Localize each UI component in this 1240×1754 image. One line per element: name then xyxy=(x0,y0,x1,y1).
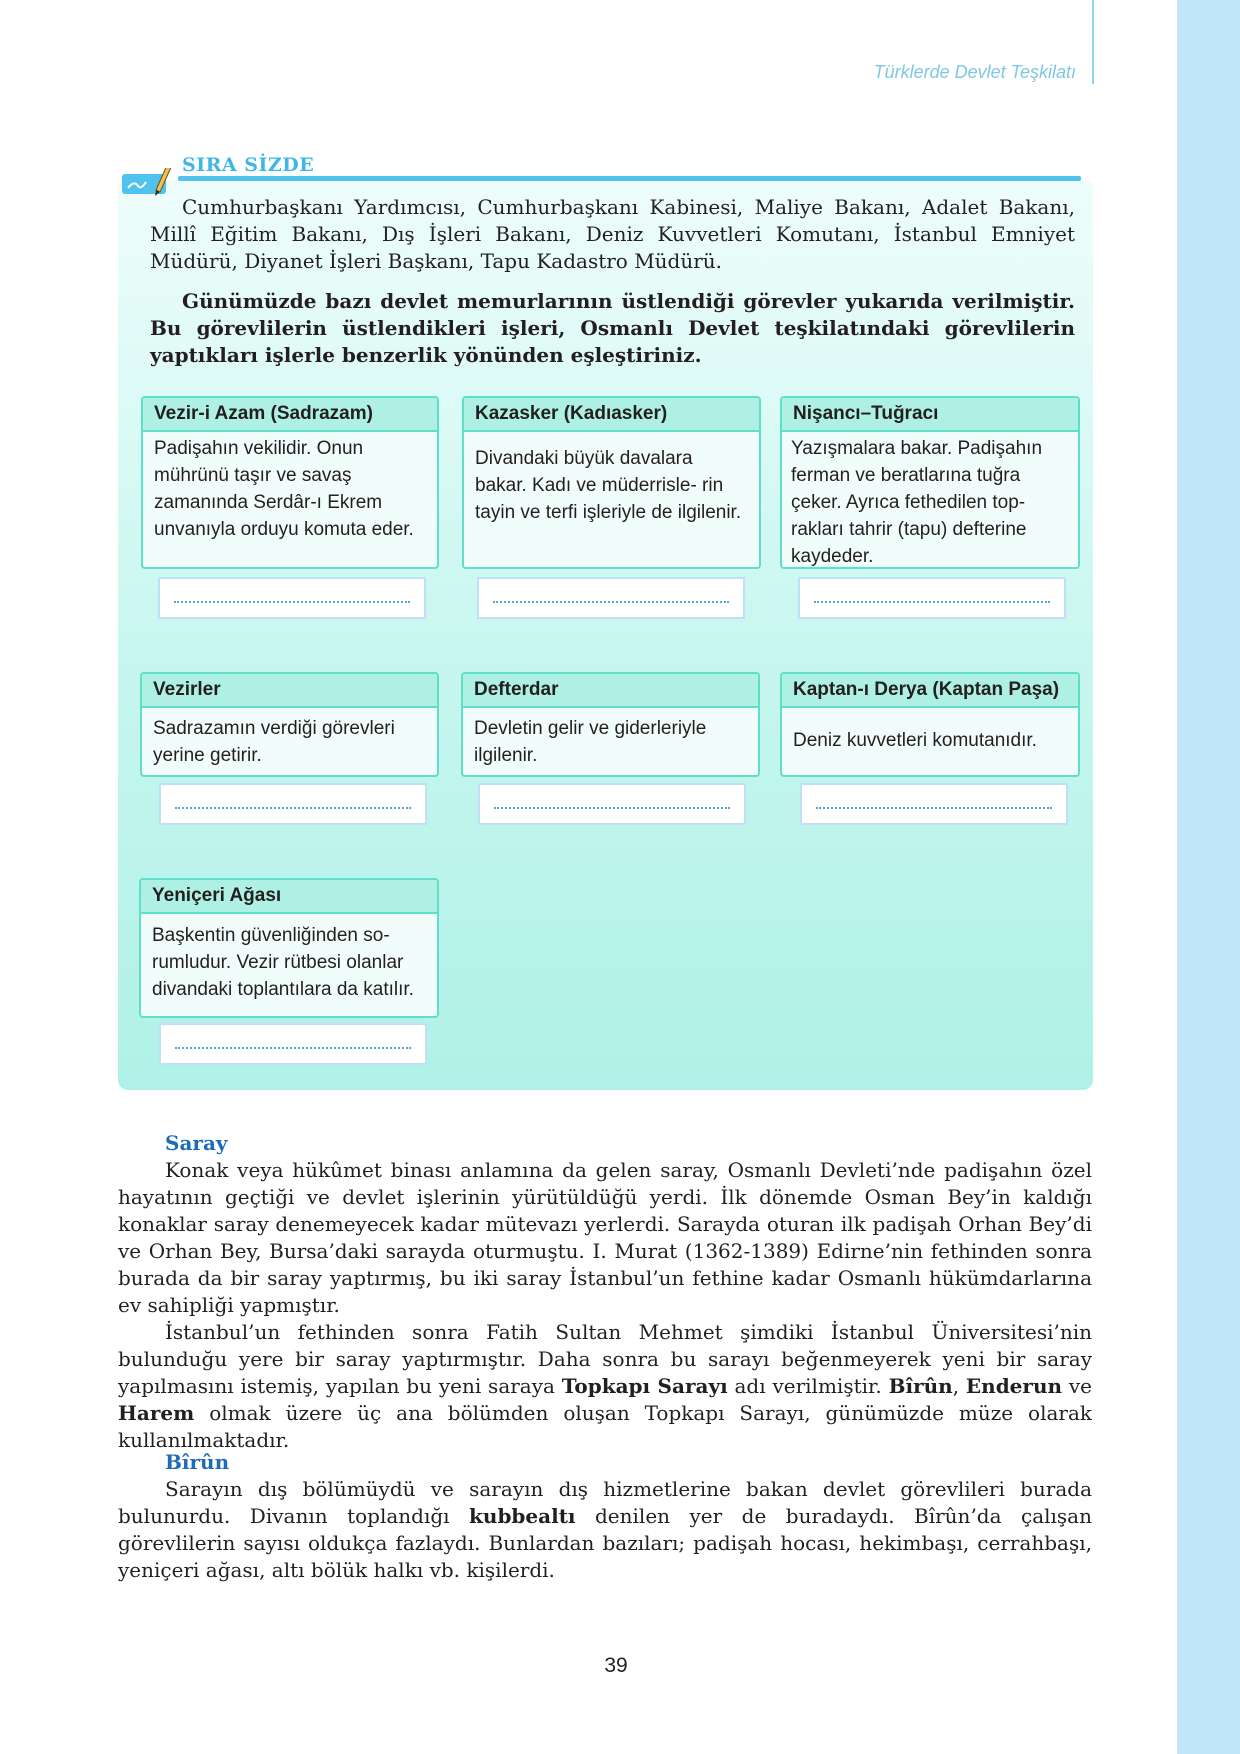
answer-field-vezir-i-azam[interactable] xyxy=(158,577,426,619)
card-title: Kazasker (Kadıasker) xyxy=(464,398,759,432)
card-text: Padişahın vekilidir. Onun mührünü taşır ve savaş zamanında Serdâr-ı Ekrem unvanıyla orduyu komuta eder. xyxy=(154,438,414,540)
section-title-birun: Bîrûn xyxy=(165,1450,230,1474)
answer-field-defterdar[interactable] xyxy=(478,783,746,825)
intro-paragraph: Cumhurbaşkanı Yardımcısı, Cumhurbaşkanı Kabinesi, Maliye Bakanı, Adalet Bakanı, Millî Eğitim Bakanı, Dış İşleri Bakanı, Deniz Kuvvetleri Komutanı, İstanbul Emniyet Müdürü, Diyanet İşleri Başkanı, Tapu Kadastro Müdürü. xyxy=(150,195,1075,273)
answer-field-yeniceri-agasi[interactable] xyxy=(159,1023,427,1065)
sira-sizde-bar xyxy=(178,176,1081,181)
sira-sizde-header xyxy=(122,148,1080,184)
card-text: Deniz kuvvetleri komutanıdır. xyxy=(793,730,1037,751)
answer-field-nisanci[interactable] xyxy=(798,577,1066,619)
card-title: Kaptan-ı Derya (Kaptan Paşa) xyxy=(782,674,1078,708)
card-defterdar xyxy=(461,672,760,777)
card-text: Divandaki büyük davalara bakar. Kadı ve müderrisle- rin tayin ve terfi işleriyle de ilgilenir. xyxy=(475,448,742,523)
page-number: 39 xyxy=(604,1654,628,1677)
card-title: Vezirler xyxy=(142,674,437,708)
card-vezir-i-azam xyxy=(141,396,439,569)
card-nisanci xyxy=(780,396,1080,569)
running-head: Türklerde Devlet Teşkilatı xyxy=(873,62,1076,82)
answer-field-vezirler[interactable] xyxy=(159,783,427,825)
side-strip xyxy=(1177,0,1240,1754)
card-kazasker xyxy=(462,396,761,569)
card-yeniceri-agasi xyxy=(139,878,439,1018)
card-text: Sadrazamın verdiği görevleri yerine getirir. xyxy=(153,718,395,766)
card-title: Vezir-i Azam (Sadrazam) xyxy=(143,398,437,432)
card-text: Yazışmalara bakar. Padişahın ferman ve beratlarına tuğra çeker. Ayrıca fethedilen top- rakları tahrir (tapu) defterine kaydeder. xyxy=(791,438,1043,567)
saray-paragraph-2: İstanbul’un fethinden sonra Fatih Sultan Mehmet şimdiki İstanbul Üniversitesi’nin bulunduğu yere bir saray yaptırmıştır. Daha sonra bu sarayı beğenmeyerek yeni bir saray yapılmasını istemiş, yapılan bu yeni saraya Topkapı Sarayı adı verilmiştir. Bîrûn, Enderun ve Harem olmak üzere üç ana bölümden oluşan Topkapı Sarayı, günümüzde müze olarak kullanılmaktadır. xyxy=(118,1320,1093,1452)
card-kaptan-i-derya xyxy=(780,672,1080,777)
card-text: Devletin gelir ve giderleriyle ilgilenir. xyxy=(474,718,707,766)
card-title: Defterdar xyxy=(463,674,758,708)
card-text: Başkentin güvenliğinden so- rumludur. Vezir rütbesi olanlar divandaki toplantılara da katılır. xyxy=(152,925,414,1000)
card-vezirler xyxy=(140,672,439,777)
saray-paragraph-1: Konak veya hükûmet binası anlamına da gelen saray, Osmanlı Devleti’nde padişahın özel hayatının geçtiği ve devlet işlerinin yürütüldüğü yerdi. İlk dönemde Osman Bey’in kaldığı konaklar saray denemeyecek kadar mütevazı yerlerdi. Sarayda oturan ilk padişah Orhan Bey’di ve Orhan Bey, Bursa’daki sarayda oturmuştu. I. Murat (1362-1389) Edirne’nin fethinden sonra burada da bir saray yaptırmış, bu iki saray İstanbul’un fethine kadar Osmanlı hükümdarlarına ev sahipliği yapmıştır. xyxy=(118,1158,1092,1317)
sira-sizde-title: SIRA SİZDE xyxy=(182,154,315,176)
answer-field-kaptan-i-derya[interactable] xyxy=(800,783,1068,825)
header-divider xyxy=(1092,0,1094,84)
section-title-saray: Saray xyxy=(165,1131,228,1155)
card-title: Nişancı–Tuğracı xyxy=(782,398,1078,432)
answer-field-kazasker[interactable] xyxy=(477,577,745,619)
card-title: Yeniçeri Ağası xyxy=(141,880,437,914)
question-paragraph: Günümüzde bazı devlet memurlarının üstlendiği görevler yukarıda verilmiştir. Bu görevlilerin üstlendikleri işleri, Osmanlı Devlet teşkilatındaki görevlilerin yaptıkları işlerle benzerlik yönünden eşleştiriniz. xyxy=(150,289,1075,367)
birun-paragraph: Sarayın dış bölümüydü ve sarayın dış hizmetlerine bakan devlet görevlileri burada bulunurdu. Divanın toplandığı kubbealtı denilen yer de buradaydı. Bîrûn’da çalışan görevlilerin sayısı oldukça fazlaydı. Bunlardan bazıları; padişah hocası, hekimbaşı, cerrahbaşı, yeniçeri ağası, altı bölük halkı vb. kişilerdi. xyxy=(118,1477,1092,1582)
